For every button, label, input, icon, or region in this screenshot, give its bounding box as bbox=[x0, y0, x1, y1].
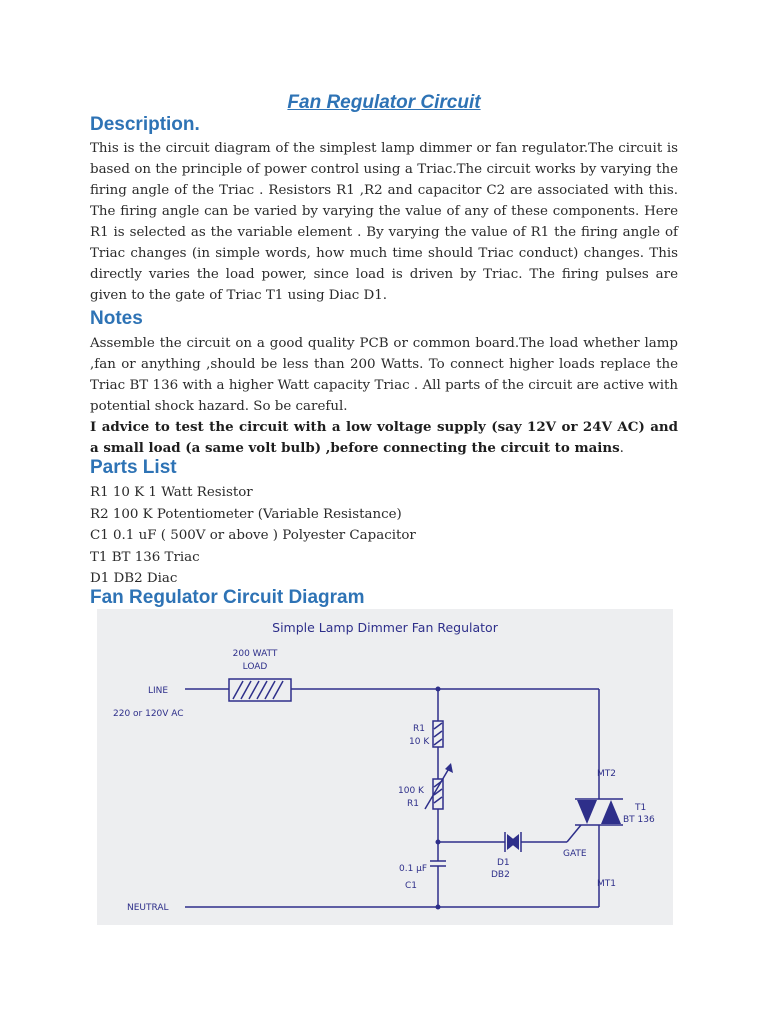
diac-label-2: DB2 bbox=[491, 870, 510, 880]
r1-label-1: R1 bbox=[413, 724, 425, 734]
load-hatch bbox=[241, 681, 251, 699]
pot-hatch bbox=[434, 797, 442, 803]
diagram-title: Simple Lamp Dimmer Fan Regulator bbox=[272, 620, 498, 635]
list-item: T1 BT 136 Triac bbox=[90, 549, 200, 565]
gate-wire bbox=[567, 825, 581, 842]
list-item: R1 10 K 1 Watt Resistor bbox=[90, 485, 253, 500]
load-hatch bbox=[265, 681, 275, 699]
junction-dot bbox=[436, 840, 441, 845]
parts-list bbox=[90, 482, 416, 590]
diac-label-1: D1 bbox=[497, 858, 510, 868]
load-hatch bbox=[257, 681, 267, 699]
load-label-2: LOAD bbox=[242, 662, 268, 672]
junction-dot bbox=[436, 687, 441, 692]
triac-label-1: T1 bbox=[635, 803, 647, 813]
cap-label-1: 0.1 μF bbox=[399, 864, 428, 874]
list-item: R2 100 K Potentiometer (Variable Resistance) bbox=[90, 506, 402, 522]
description-heading: Description. bbox=[90, 114, 200, 135]
parts-list-heading: Parts List bbox=[90, 457, 177, 478]
load-label-1: 200 WATT bbox=[232, 649, 278, 659]
page-title: Fan Regulator Circuit bbox=[287, 92, 481, 113]
voltage-label: 220 or 120V AC bbox=[113, 709, 184, 719]
r1-hatch bbox=[434, 731, 442, 737]
pot-label-2: R1 bbox=[407, 799, 419, 809]
circuit-diagram-svg bbox=[97, 609, 673, 925]
list-item: D1 DB2 Diac bbox=[90, 571, 178, 586]
advice-end: . bbox=[619, 441, 624, 456]
notes-body: Assemble the circuit on a good quality PCB or common board.The load whether lamp ,fan or anything ,should be less than 200 Watts. To connect higher loads replace the Triac BT 136 with a higher Watt capacity Triac . All parts of the circuit are active with potential shock hazard. So be careful. bbox=[90, 336, 678, 414]
line-label: LINE bbox=[148, 686, 169, 696]
load-hatch bbox=[233, 681, 243, 699]
gate-label: GATE bbox=[563, 849, 587, 859]
triac-label-2: BT 136 bbox=[623, 815, 655, 825]
diac-triangle bbox=[509, 834, 519, 850]
load-hatch bbox=[273, 681, 283, 699]
diagram-heading: Fan Regulator Circuit Diagram bbox=[90, 587, 365, 608]
triac-triangle bbox=[577, 800, 597, 824]
pot-label-1: 100 K bbox=[398, 786, 424, 796]
pot-arrow-head bbox=[445, 763, 453, 773]
description-text: This is the circuit diagram of the simplest lamp dimmer or fan regulator.The circuit is based on the principle of power control using a Triac.The circuit works by varying the firing angle of the Triac . Resistors R1 ,R2 and capacitor C2 are associated with this. The firing angle can be varied by varying the value of any of these components. Here R1 is selected as the variable element . By varying the value of R1 the firing angle of Triac changes (in simple words, how much time should Triac conduct) changes. This directly varies the load power, since load is driven by Triac. The firing pulses are given to the gate of Triac T1 using Diac D1. bbox=[90, 141, 678, 303]
load-hatch bbox=[249, 681, 259, 699]
mt2-label: MT2 bbox=[597, 769, 616, 779]
r1-label-2: 10 K bbox=[409, 737, 430, 747]
junction-dot bbox=[436, 905, 441, 910]
list-item: C1 0.1 uF ( 500V or above ) Polyester Capacitor bbox=[90, 528, 416, 543]
notes-text bbox=[90, 333, 678, 459]
neutral-label: NEUTRAL bbox=[127, 903, 169, 913]
cap-label-2: C1 bbox=[405, 881, 418, 891]
r1-hatch bbox=[434, 739, 442, 745]
r1-hatch bbox=[434, 723, 442, 729]
advice-text: I advice to test the circuit with a low voltage supply (say 12V or 24V AC) and a small load (a same volt bulb) ,before connecting the circuit to mains bbox=[90, 419, 678, 456]
mt1-label: MT1 bbox=[597, 879, 616, 889]
triac-triangle bbox=[601, 800, 621, 824]
circuit-diagram bbox=[97, 609, 673, 925]
notes-heading: Notes bbox=[90, 308, 143, 329]
